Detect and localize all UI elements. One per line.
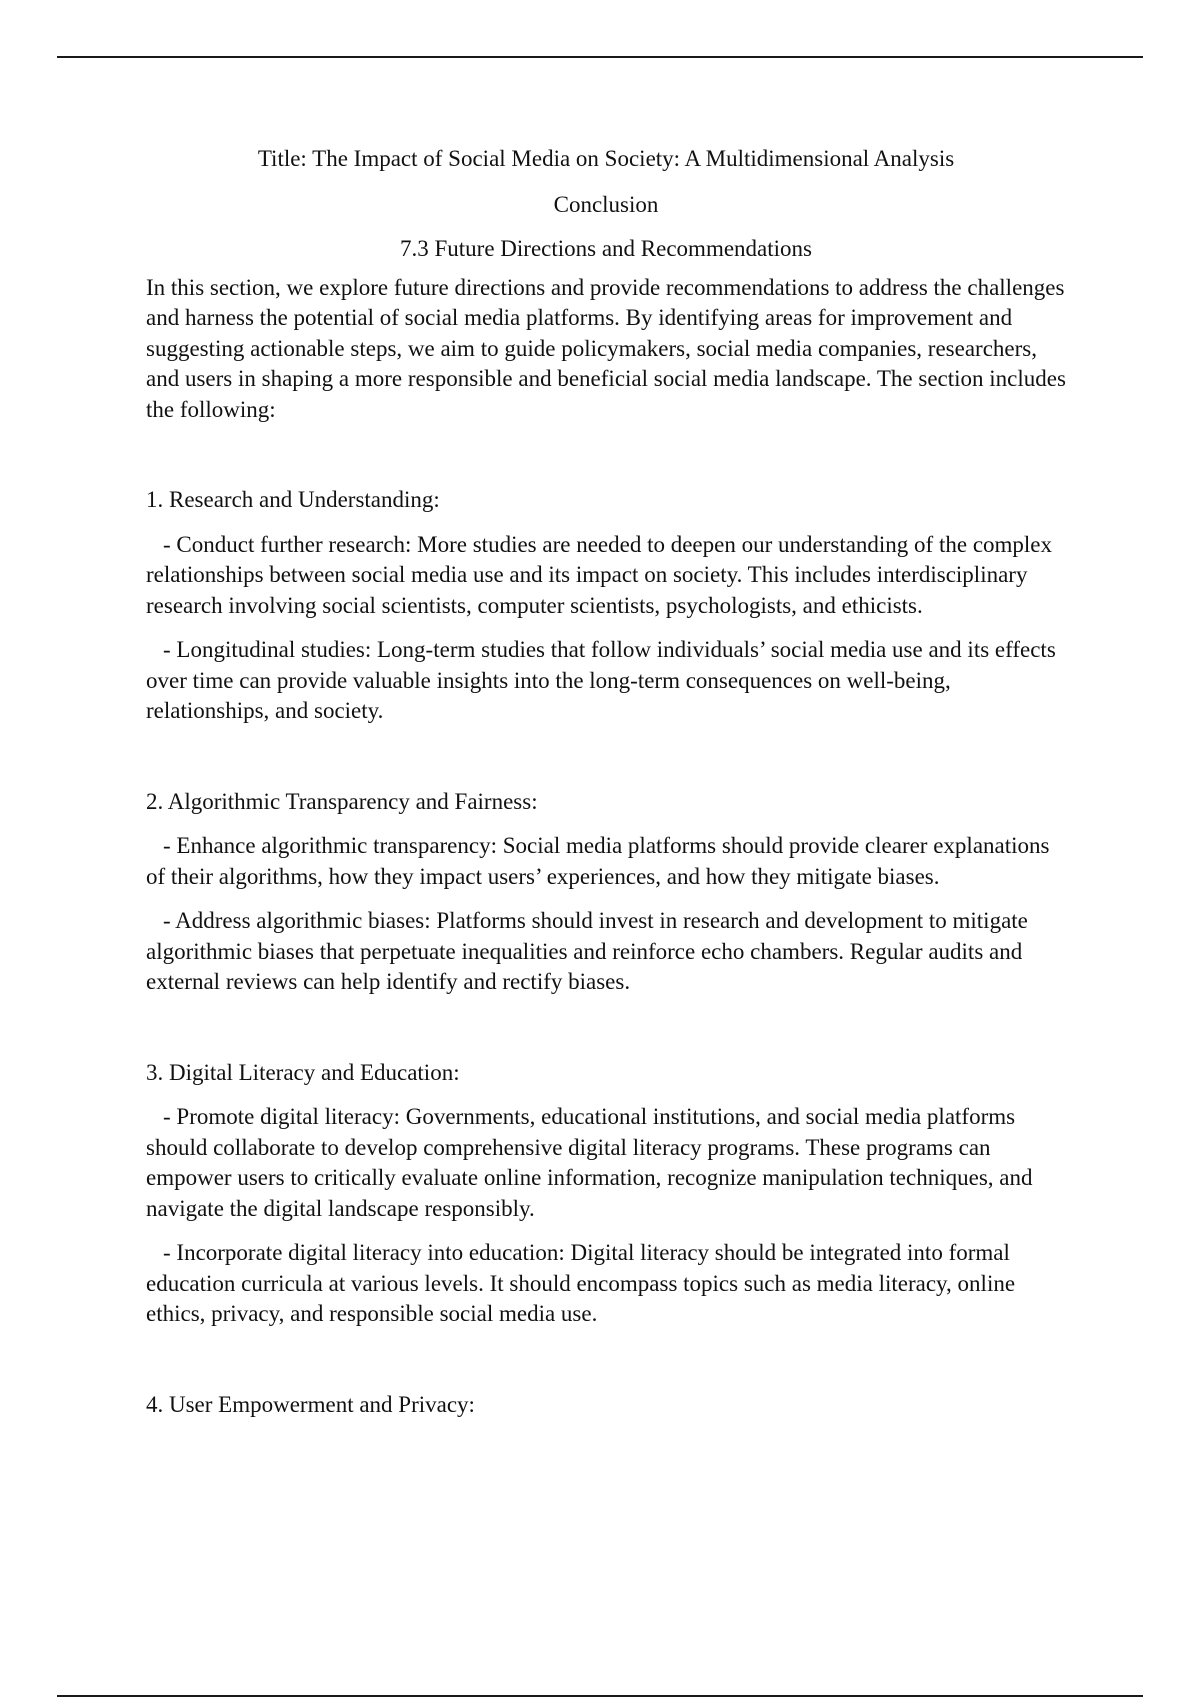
- intro-paragraph: In this section, we explore future directions and provide recommendations to address the challenges and harness the potential of social media platforms. By identifying areas for improvement and suggesting actionable steps, we aim to guide policymakers, social media companies, researchers, and users in shaping a more responsible and beneficial social media landscape. The section includes the following:: [146, 274, 1066, 422]
- top-rule: [57, 56, 1143, 58]
- item-heading-algorithmic: 2. Algorithmic Transparency and Fairness:: [146, 788, 538, 814]
- item-heading-digital-literacy: 3. Digital Literacy and Education:: [146, 1059, 460, 1085]
- section-heading: 7.3 Future Directions and Recommendations: [399, 236, 812, 261]
- bullet-incorporate-literacy: - Incorporate digital literacy into education: Digital literacy should be integrated into formal education curricula at various levels. It should encompass topics such as media literacy, online ethics, privacy, and responsible social media use.: [146, 1240, 1016, 1326]
- bullet-address-biases: - Address algorithmic biases: Platforms should invest in research and development to mitigate algorithmic biases that perpetuate inequalities and reinforce echo chambers. Regular audits and external reviews can help identify and rectify biases.: [146, 908, 1028, 994]
- bullet-promote-literacy: - Promote digital literacy: Governments, educational institutions, and social media platforms should collaborate to develop comprehensive digital literacy programs. These programs can empower users to critically evaluate online information, recognize manipulation techniques, and navigate the digital landscape responsibly.: [146, 1104, 1033, 1221]
- bullet-enhance-transparency: - Enhance algorithmic transparency: Social media platforms should provide clearer explanations of their algorithms, how they impact users’ experiences, and how they mitigate biases.: [146, 833, 1050, 889]
- document-title: Title: The Impact of Social Media on Society: A Multidimensional Analysis: [257, 146, 955, 171]
- item-heading-user-empowerment: 4. User Empowerment and Privacy:: [146, 1391, 475, 1417]
- item-heading-research: 1. Research and Understanding:: [146, 487, 440, 512]
- chapter-heading: Conclusion: [553, 191, 659, 217]
- bottom-rule: [57, 1695, 1143, 1697]
- bullet-conduct-research: - Conduct further research: More studies are needed to deepen our understanding of the complex relationships between social media use and its impact on society. This includes interdisciplinary research involving social scientists, computer scientists, psychologists, and ethicists.: [146, 531, 1053, 618]
- page-content: [146, 144, 1066, 1434]
- bullet-longitudinal-studies: - Longitudinal studies: Long-term studies that follow individuals’ social media use and its effects over time can provide valuable insights into the long-term consequences on well-being, relationships, and society.: [146, 637, 1056, 723]
